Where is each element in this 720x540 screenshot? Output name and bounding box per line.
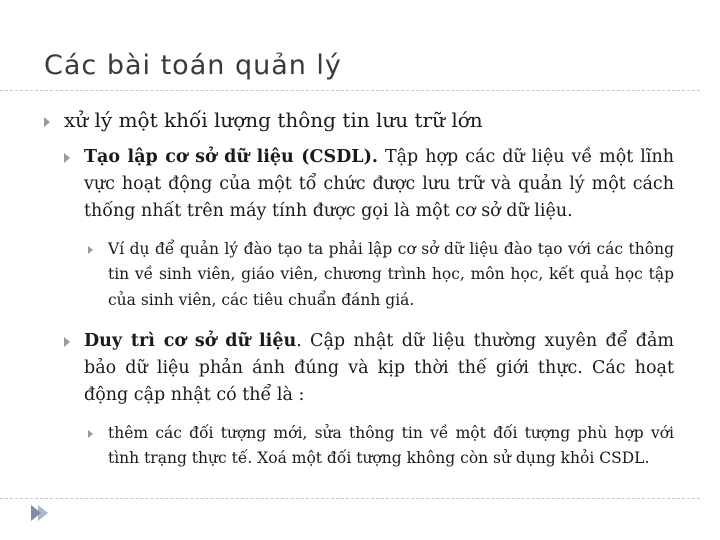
footer-divider	[0, 498, 700, 499]
bullet-arrow-icon	[64, 337, 70, 347]
item2-subitem: thêm các đối tượng mới, sửa thông tin về một đối tượng phù hợp với tình trạng thực tế. Xoá một đối tượng không còn sử dụng khỏi CSDL.	[108, 424, 674, 468]
item1-heading: Tạo lập cơ sở dữ liệu (CSDL).	[84, 147, 378, 167]
item2-body: . Cập nhật dữ liệu thường xuyên để đảm bảo dữ liệu phản ánh đúng và kịp thời thế giới thực. Các hoạt động cập nhật có thể là :	[84, 331, 674, 406]
decorative-triangle-icon	[31, 505, 41, 521]
item1-body: Tập hợp các dữ liệu về một lĩnh vực hoạt động của một tổ chức được lưu trữ và quản lý một cách thống nhất trên máy tính được gọi là một cơ sở dữ liệu.	[84, 147, 674, 222]
item1-subitem: Ví dụ để quản lý đào tạo ta phải lập cơ sở dữ liệu đào tạo với các thông tin về sinh viên, giáo viên, chương trình học, môn học, kết quả học tập của sinh viên, các tiêu chuẩn đánh giá.	[108, 240, 674, 309]
item2-heading: Duy trì cơ sở dữ liệu	[84, 331, 297, 351]
bullet-arrow-icon	[88, 246, 93, 254]
bullet-arrow-icon	[88, 430, 93, 438]
level1-text: xử lý một khối lượng thông tin lưu trữ lớn	[64, 108, 483, 132]
bullet-arrow-icon	[64, 153, 70, 163]
item1-paragraph	[84, 144, 674, 225]
slide-title: Các bài toán quản lý	[44, 50, 342, 81]
bullet-arrow-icon	[44, 117, 50, 127]
title-divider	[0, 90, 700, 91]
item2-paragraph	[84, 328, 674, 409]
